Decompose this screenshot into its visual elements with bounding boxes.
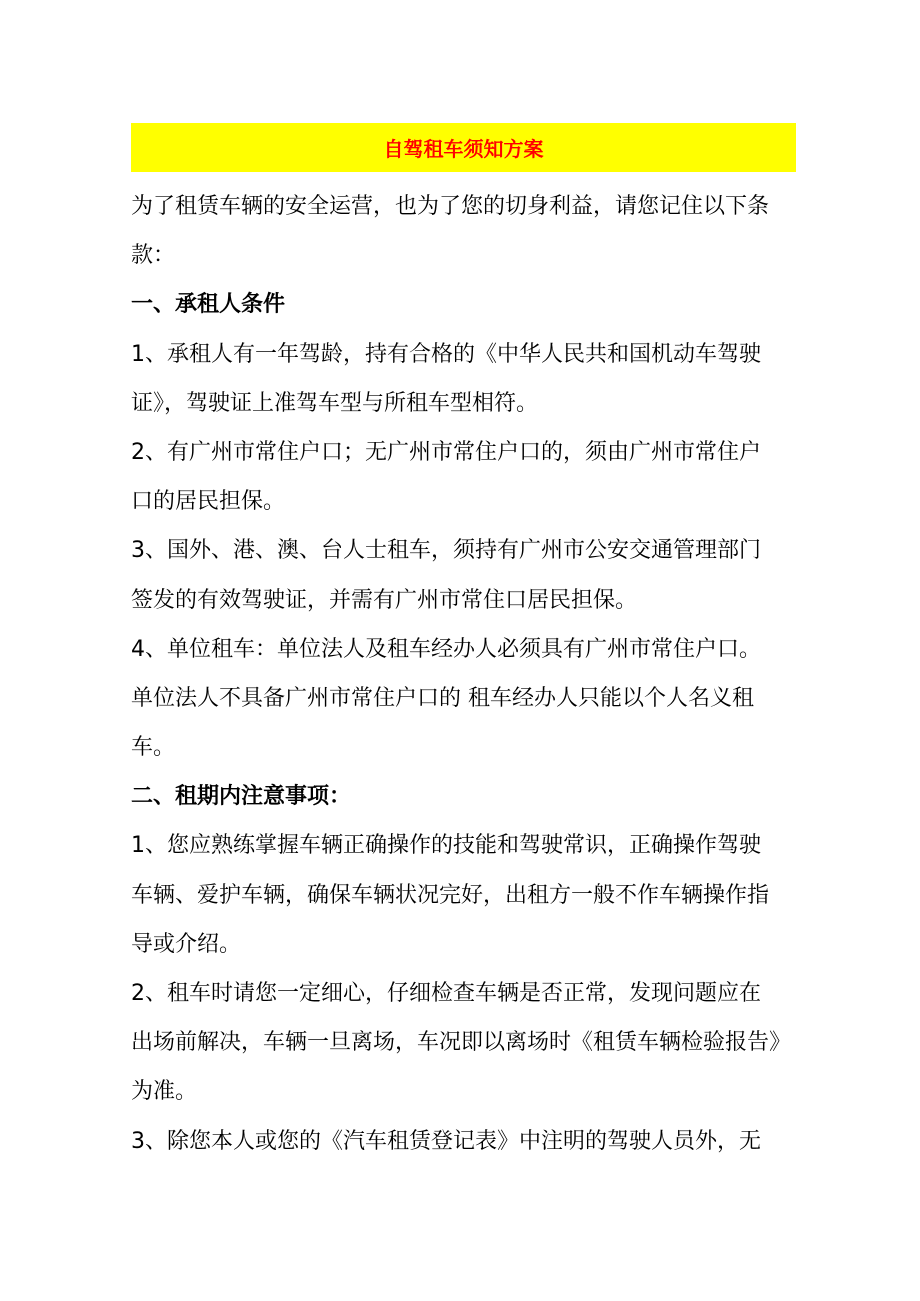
paragraph-line: 签发的有效驾驶证，并需有广州市常住口居民担保。 [131,587,638,613]
section-heading-2: 二、租期内注意事项： [131,784,352,810]
document-body [131,182,811,1166]
paragraph-line: 单位法人不具备广州市常住户口的 租车经办人只能以个人名义租 [131,685,754,711]
paragraph-line: 为准。 [131,1079,198,1105]
paragraph-line: 证》，驾驶证上准驾车型与所租车型相符。 [131,390,539,416]
paragraph-line: 3、国外、港、澳、台人士租车，须持有广州市公安交通管理部门 [131,538,761,564]
paragraph-line: 2、租车时请您一定细心，仔细检查车辆是否正常，发现问题应在 [131,981,761,1006]
paragraph-line: 1、您应熟练掌握车辆正确操作的技能和驾驶常识，正确操作驾驶 [131,833,761,859]
paragraph-line: 3、除您本人或您的《汽车租赁登记表》中注明的驾驶人员外，无 [131,1128,761,1154]
paragraph-line: 1、承租人有一年驾龄，持有合格的《中华人民共和国机动车驾驶 [131,341,761,367]
title-banner [131,123,796,172]
paragraph-line: 2、有广州市常住户口；无广州市常住户口的，须由广州市常住户 [131,439,761,465]
section-heading-1: 一、承租人条件 [131,292,286,318]
intro-line-2: 款： [131,243,176,269]
paragraph-line: 4、单位租车：单位法人及租车经办人必须具有广州市常住户口。 [131,636,761,662]
paragraph-line: 车辆、爱护车辆，确保车辆状况完好，出租方一般不作车辆操作指 [131,882,770,908]
document-title: 自驾租车须知方案 [383,137,544,161]
paragraph-line: 口的居民担保。 [131,489,286,515]
paragraph-line: 导或介绍。 [131,931,242,957]
paragraph-line: 车。 [131,735,176,761]
intro-line-1: 为了租赁车辆的安全运营，也为了您的切身利益，请您记住以下条 [131,194,770,219]
paragraph-line: 出场前解决，车辆一旦离场，车况即以离场时《租赁车辆检验报告》 [131,1030,792,1056]
